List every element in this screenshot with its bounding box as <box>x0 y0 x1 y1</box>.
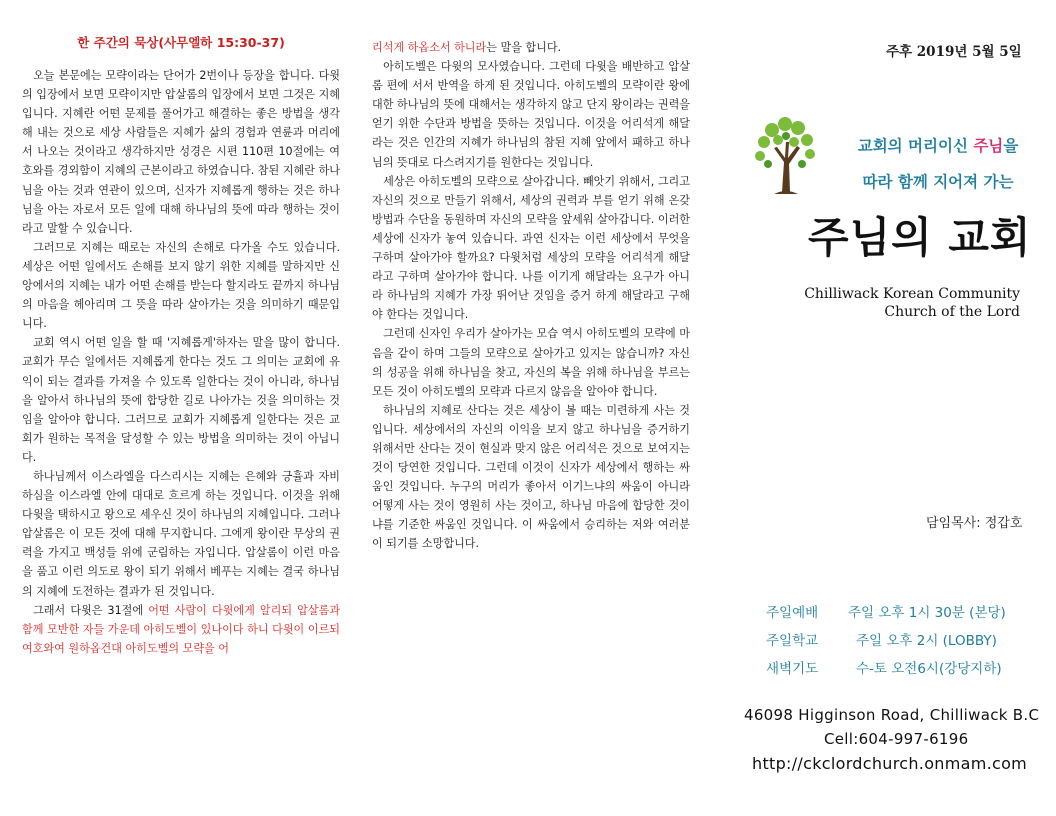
meditation-paragraph: 교회 역시 어떤 일을 할 때 '지혜롭게'하자는 말을 많이 합니다. 교회가 무슨 일에서든 지혜롭게 한다는 것도 그 의미는 교회에 유익이 되는 결과를 가져올 수 있도록 일한다는 것이 아니라, 하나님을 알아서 하나님의 뜻에 합당한 길로 나아가는 것을 의미하는 것임을 알아야 합니다. 그러므로 교회가 지혜롭게 일한다는 것은 교회가 원하는 목적을 달성할 수 있는 방법을 의미하는 것이 아닙니다. <box>22 336 340 464</box>
english-name-line1: Chilliwack Korean Community <box>804 286 1020 302</box>
church-address: 46098 Higginson Road, Chilliwack B.C <box>744 706 1040 724</box>
service-time: 수-토 오전6시(강당지하) <box>856 661 1002 677</box>
meditation-paragraph: 세상은 아히도벨의 모략으로 살아갑니다. 빼앗기 위해서, 그리고 자신의 것으로 만들기 위해서, 세상의 권력과 부를 얻기 위해 온갖 방법과 수단을 동원하며 자신의 모략을 앞세워 살아갑니다. 이러한 세상에 신자가 놓여 있습니다. 과연 신자는 이런 세상에서 무엇을 구하며 살아가야 할까요? 다윗처럼 세상의 모략을 어리석게 해달라고 구하며 살아가야 합니다. 나를 이기게 해달라는 요구가 아니라 하나님의 지혜가 가장 뛰어난 것임을 증거 하게 해달라고 구해야 한다는 것입니다. <box>372 174 690 322</box>
service-time: 주일 오후 2시 (LOBBY) <box>856 633 997 649</box>
meditation-paragraph: 하나님께서 이스라엘을 다스리시는 지혜는 은혜와 긍휼과 자비하심을 이스라엘 안에 대대로 흐르게 하는 것입니다. 이것을 위해 다윗을 택하시고 왕으로 세우신 것이 하나님의 지혜입니다. 그러나 압살롬은 이 모든 것에 대해 무지합니다. 그에게 왕이란 무상의 권력을 가지고 백성들 위에 군림하는 자입니다. 압살롬이 이런 마음을 품고 이런 의도로 왕이 되기 위해서 베푸는 지혜는 결국 하나님의 지혜에 도전하는 결과가 된 것입니다. <box>22 469 340 598</box>
church-website[interactable]: http://ckclordchurch.onmam.com <box>752 754 1028 773</box>
tagline-emphasis: 주님 <box>973 137 1004 155</box>
meditation-paragraph: 오늘 본문에는 모략이라는 단어가 2번이나 등장을 합니다. 다윗의 입장에서 보면 모략이지만 압살롬의 입장에서 보면 그것은 지혜입니다. 지혜란 어떤 문제를 풀어가고 해결하는 좋은 방법을 생각해 내는 것으로 세상 사람들은 지혜가 삶의 경험과 연륜과 머리에서 나오는 것이라고 생각하지만 성경은 시편 110편 10절에는 여호와를 경외함이 지혜의 근본이라고 하였습니다. 참된 지혜란 하나님을 아는 것과 연관이 있으며, 신자가 지혜롭게 행하는 것은 하나님을 아는 자로서 모든 일에 대해 하나님의 뜻에 따라 행하는 것이라고 말할 수 있습니다. <box>22 69 340 235</box>
paragraph-tail: 는 말을 합니다. <box>486 41 562 54</box>
tree-logo-icon <box>750 112 820 198</box>
meditation-title: 한 주간의 묵상(사무엘하 15:30-37) <box>77 35 285 50</box>
service-label: 주일예배 <box>766 605 819 621</box>
meditation-paragraph: 그러므로 지혜는 때로는 자신의 손해로 다가올 수도 있습니다. 세상은 어떤 일에서도 손해를 보지 않기 위한 지혜를 말하지만 신앙에서의 지혜는 내가 어떤 손해를 받는다 할지라도 끝까지 하나님의 마음을 헤아리며 그 뜻을 따라 살아가는 것을 의미하기 때문입니다. <box>22 240 340 331</box>
paragraph-intro: 그래서 다윗은 31절에 <box>33 603 149 617</box>
tagline-line1 <box>836 134 1040 156</box>
meditation-paragraph: 아히도벨은 다윗의 모사였습니다. 그런데 다윗을 배반하고 압살롬 편에 서서 반역을 하게 된 것입니다. 아히도벨의 모략이란 왕에 대한 하나님의 뜻에 대해서는 생각하지 않고 단지 왕이라는 권력을 얻기 위한 수단과 방법을 뜻하는 것입니다. 이것을 어리석게 해달라는 것은 인간의 지혜가 하나님의 참된 지혜 앞에서 패하고 하나님의 뜻대로 다스려지기를 원한다는 것입니다. <box>372 60 690 169</box>
meditation-paragraph: 그런데 신자인 우리가 살아가는 모습 역시 아히도벨의 모략에 마음을 같이 하며 그들의 모략으로 살아가고 있지는 않습니까? 자신의 성공을 위해 하나님을 찾고, 자신의 복을 위해 하나님을 부르는 모든 것이 아히도벨의 모략과 다르지 않음을 알아야 합니다. <box>372 327 690 398</box>
meditation-paragraph <box>22 601 340 658</box>
meditation-paragraph <box>372 38 690 57</box>
tagline-text: 교회의 머리이신 <box>857 137 974 155</box>
scripture-quote: 어떤 사람이 다윗에게 알리되 압살롬과 함께 모반한 자들 가운데 아히도벨이 있나이다 하니 다윗이 이르되 여호와여 원하옵건대 아히도벨의 모략을 어 <box>22 603 340 655</box>
service-label: 주일학교 <box>766 633 819 649</box>
service-time: 주일 오후 1시 30분 (본당) <box>848 605 1006 621</box>
meditation-column-left <box>22 34 340 658</box>
english-name-line2: Church of the Lord <box>884 304 1020 320</box>
service-label: 새벽기도 <box>766 661 819 677</box>
bulletin-date: 주후 2019년 5월 5일 <box>886 44 1022 60</box>
tagline-line2: 따라 함께 지어져 가는 <box>862 173 1014 191</box>
scripture-quote: 리석게 하옵소서 하니라 <box>372 41 487 54</box>
meditation-paragraph: 하나님의 지혜로 산다는 것은 세상이 볼 때는 미련하게 사는 것입니다. 세상에서의 자신의 이익을 보지 않고 하나님을 증거하기 위해서만 산다는 것이 현실과 맞지 않은 어리석은 것으로 보여지는 것이 당연한 것입니다. 그런데 이것이 신자가 세상에서 행하는 싸움인 것입니다. 누구의 머리가 좋아서 이기느냐의 싸움이 아니라 어떻게 사는 것이 영원히 사는 것이고, 하나님 마음에 합당한 것이냐를 기준한 싸움인 것입니다. 이 싸움에서 승리하는 저와 여러분이 되기를 소망합니다. <box>372 403 690 551</box>
pastor-name: 담임목사: 정갑호 <box>926 516 1023 531</box>
tagline-text: 을 <box>1003 137 1019 155</box>
meditation-column-middle <box>372 38 690 554</box>
church-name: 주님의 교회 <box>808 213 1032 262</box>
church-phone: Cell:604-997-6196 <box>824 730 969 748</box>
